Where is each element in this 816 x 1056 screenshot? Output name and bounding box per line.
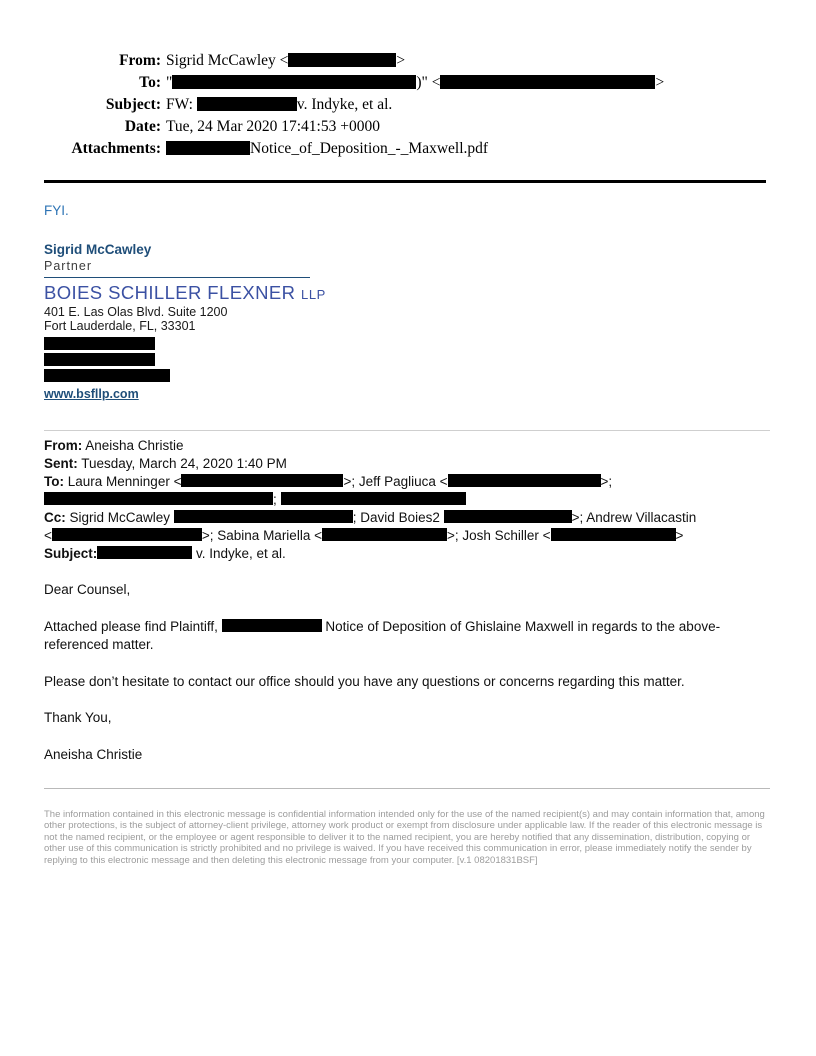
header-row	[44, 94, 770, 116]
text-run: )" <	[416, 74, 441, 91]
text-run: >;	[600, 474, 613, 489]
redaction-bar	[448, 474, 601, 487]
header-row-label: From:	[119, 52, 161, 69]
firm-suffix: LLP	[300, 287, 326, 302]
text-run: Sigrid McCawley <	[166, 52, 289, 69]
redaction-bar	[44, 369, 170, 382]
header-row-label: Attachments:	[71, 140, 161, 157]
field-label: Sent:	[44, 456, 78, 471]
text-run: Sigrid McCawley	[65, 510, 174, 525]
header-row-value	[161, 138, 488, 160]
field-label: To:	[44, 474, 64, 489]
text-run: Aneisha Christie	[44, 746, 143, 762]
disclaimer-divider	[44, 788, 770, 789]
redaction-bar	[44, 337, 155, 350]
confidentiality-disclaimer: The information contained in this electronic message is confidential information intended only for the use of the named recipient(s) and may contain information that, among other protections, is the subject of attorney-client privilege, attorney work product or exempt from disclosure under applicable law. If the reader of this electronic message is not the named recipient, or the employee or agent responsible to deliver it to the named recipient, you are hereby notified that any dissemination, distribution, copying or other use of this communication is strictly prohibited and no privilege is waived. If you have received this communication in error, please immediately notify the sender by replying to this electronic message and then deleting this electronic message from your computer. [v.1 08201831BSF]	[44, 809, 765, 866]
text-run: Thank You,	[44, 710, 112, 725]
firm-logo	[44, 282, 770, 305]
text-run: >	[655, 74, 665, 91]
text-run: >; Josh Schiller <	[446, 528, 551, 543]
text-run: ; David Boies2	[352, 510, 444, 525]
signature-redactions	[44, 337, 770, 382]
forward-header-line	[44, 473, 770, 491]
text-run: Dear Counsel,	[44, 582, 131, 597]
forward-divider	[44, 430, 770, 431]
redaction-bar	[288, 53, 396, 67]
signature-divider	[44, 277, 310, 278]
signature-name: Sigrid McCawley	[44, 242, 152, 257]
header-row-label: Subject:	[105, 96, 161, 113]
text-run: Attached please find Plaintiff,	[44, 618, 222, 634]
redaction-bar	[444, 510, 572, 523]
forward-header-line	[44, 437, 770, 455]
redaction-bar	[440, 75, 655, 89]
text-run: FW:	[166, 96, 197, 113]
redaction-bar	[52, 528, 202, 541]
redaction-bar	[197, 97, 297, 111]
body-paragraph	[44, 746, 770, 765]
field-label: Subject:	[44, 546, 98, 561]
firm-name: BOIES SCHILLER FLEXNER	[44, 282, 296, 303]
header-row-value	[161, 72, 664, 94]
text-run: v. Indyke, et al.	[192, 546, 286, 561]
text-run: Aneisha Christie	[82, 438, 184, 453]
body-paragraph	[44, 709, 770, 728]
forward-header-line	[44, 509, 770, 527]
signature-title: Partner	[44, 259, 92, 273]
forward-header-line	[44, 527, 770, 545]
fyi-note: FYI.	[44, 203, 69, 218]
header-row	[44, 116, 770, 138]
text-run: >	[675, 528, 684, 543]
text-run: >; Sabina Mariella <	[201, 528, 322, 543]
redaction-bar	[44, 492, 273, 505]
text-run: v. Indyke, et al.	[296, 96, 393, 113]
body-paragraph	[44, 673, 770, 692]
text-run: Notice_of_Deposition_-_Maxwell.pdf	[250, 140, 489, 157]
text-run: >; Andrew Villacastin	[571, 510, 697, 525]
field-label: From:	[44, 438, 83, 453]
header-divider	[44, 180, 766, 183]
body-paragraph	[44, 581, 770, 600]
header-row	[44, 138, 770, 160]
redaction-bar	[166, 141, 250, 155]
forward-header-line	[44, 545, 770, 563]
text-run: Tue, 24 Mar 2020 17:41:53 +0000	[166, 118, 380, 135]
header-row-label: To:	[139, 74, 161, 91]
text-run: Notice of Deposition of Ghislaine Maxwell in regards to the above-referenced matter.	[44, 618, 721, 652]
redaction-bar	[551, 528, 676, 541]
header-row	[44, 50, 770, 72]
field-label: Cc:	[44, 510, 66, 525]
firm-address-line2: Fort Lauderdale, FL, 33301	[44, 319, 196, 333]
header-row-label: Date:	[124, 118, 161, 135]
body-paragraph	[44, 618, 770, 655]
redaction-bar	[322, 528, 447, 541]
redaction-bar	[172, 75, 416, 89]
forwarded-header	[44, 437, 770, 563]
forward-header-line	[44, 455, 770, 473]
email-body	[44, 581, 770, 764]
forward-header-line	[44, 491, 770, 509]
text-run: <	[44, 528, 52, 543]
redaction-bar	[97, 546, 192, 559]
text-run: "	[166, 74, 173, 91]
text-run: >	[396, 52, 406, 69]
text-run: ;	[273, 492, 281, 507]
text-run: Please don’t hesitate to contact our office should you have any questions or concerns regarding this matter.	[44, 673, 685, 689]
redaction-bar	[222, 619, 322, 632]
header-row	[44, 72, 770, 94]
text-run: >; Jeff Pagliuca <	[343, 474, 448, 489]
redaction-bar	[174, 510, 353, 523]
text-run: Tuesday, March 24, 2020 1:40 PM	[77, 456, 287, 471]
header-row-value	[161, 50, 405, 72]
text-run: Laura Menninger <	[64, 474, 182, 489]
redaction-bar	[44, 353, 155, 366]
header-row-value	[161, 116, 380, 138]
firm-website-link[interactable]: www.bsfllp.com	[44, 387, 139, 401]
email-header	[44, 50, 770, 160]
redaction-bar	[181, 474, 343, 487]
header-row-value	[161, 94, 392, 116]
firm-address-line1: 401 E. Las Olas Blvd. Suite 1200	[44, 305, 228, 319]
redaction-bar	[281, 492, 466, 505]
